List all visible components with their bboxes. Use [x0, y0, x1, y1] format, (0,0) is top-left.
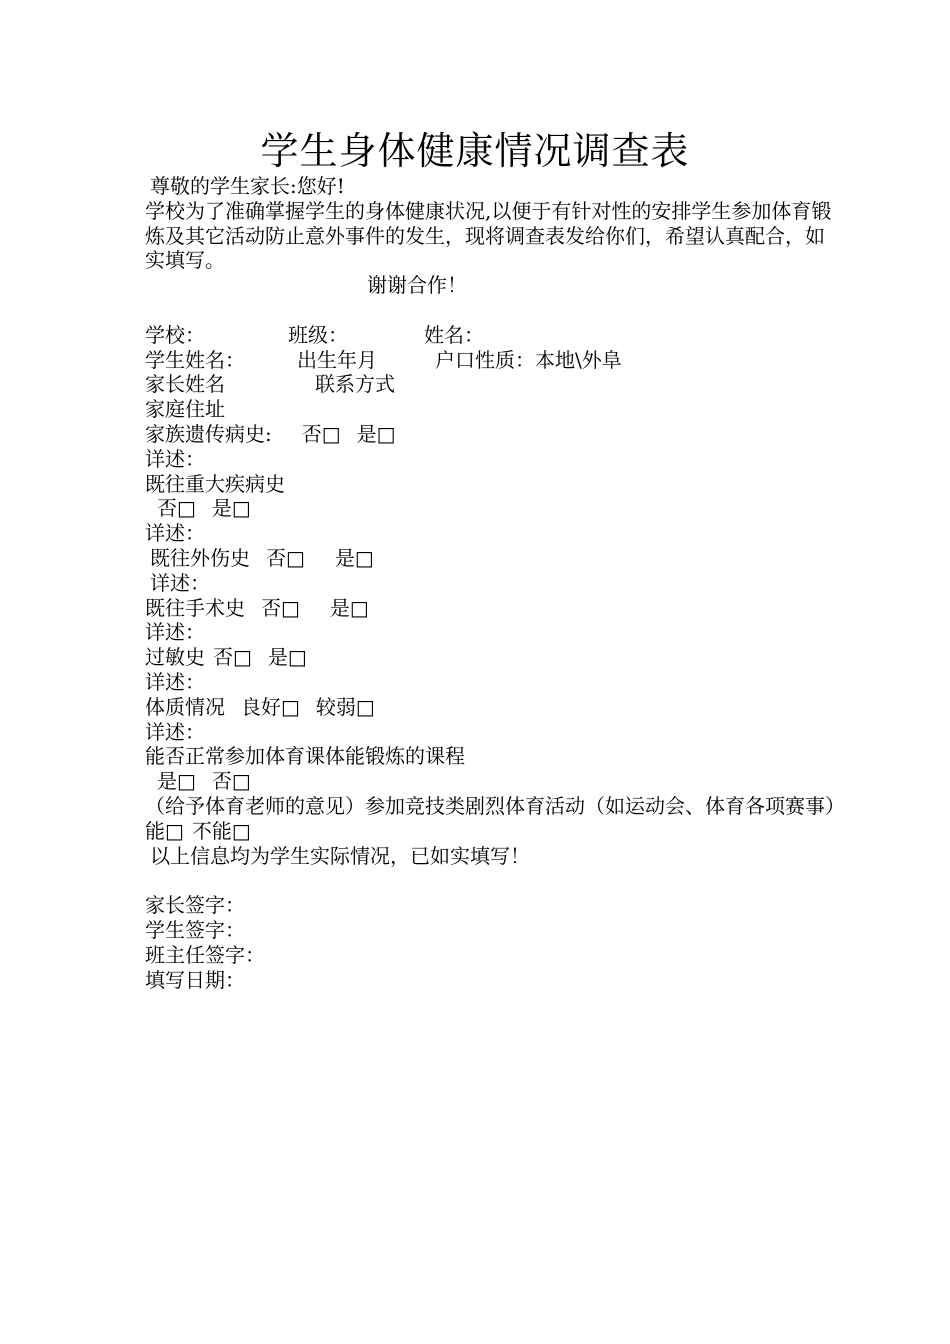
major-disease-options	[145, 496, 835, 521]
blank-line	[145, 298, 835, 323]
class-label: 班级：	[288, 322, 348, 347]
competition-can-checkbox[interactable]: 能□	[145, 818, 184, 843]
contact-label: 联系方式	[315, 372, 395, 397]
injury-label: 既往外伤史	[150, 545, 250, 570]
pe-no-checkbox[interactable]: 否□	[211, 769, 251, 794]
pe-label: 能否正常参加体育课体能锻炼的课程	[145, 744, 465, 769]
hereditary-yes-checkbox[interactable]: 是□	[356, 421, 396, 446]
pe-options	[145, 769, 835, 794]
major-disease-yes-checkbox[interactable]: 是□	[211, 496, 251, 521]
teacher-signature-label: 班主任签字：	[145, 942, 265, 967]
hereditary-row	[145, 422, 835, 447]
constitution-good-checkbox[interactable]: 良好□	[241, 694, 300, 719]
household-label: 户口性质：本地\外阜	[435, 347, 622, 372]
injury-yes-checkbox[interactable]: 是□	[334, 545, 374, 570]
injury-no-checkbox[interactable]: 否□	[266, 545, 305, 570]
competition-label: （给予体育老师的意见）参加竞技类剧烈体育活动（如运动会、体育各项赛事）	[145, 793, 845, 818]
major-disease-label: 既往重大疾病史	[145, 471, 285, 496]
detail-label: 详述：	[145, 669, 205, 694]
student-signature-label: 学生签字：	[145, 917, 245, 942]
injury-row	[145, 546, 835, 571]
surgery-label: 既往手术史	[145, 595, 245, 620]
hereditary-no-checkbox[interactable]: 否□	[301, 421, 341, 446]
name-label: 姓名：	[424, 322, 484, 347]
school-label: 学校：	[145, 322, 205, 347]
student-info-row	[145, 348, 835, 373]
constitution-weak-checkbox[interactable]: 较弱□	[315, 694, 375, 719]
hereditary-label: 家族遗传病史:	[145, 421, 272, 446]
detail-label: 详述：	[145, 719, 205, 744]
detail-label: 详述：	[145, 446, 205, 471]
page-title: 学生身体健康情况调查表	[260, 129, 690, 173]
detail-label: 详述：	[150, 570, 210, 595]
detail-label: 详述：	[145, 620, 205, 645]
competition-cannot-checkbox[interactable]: 不能□	[191, 818, 251, 843]
student-name-label: 学生姓名：	[145, 347, 245, 372]
surgery-row	[145, 596, 835, 621]
school-row	[145, 323, 835, 348]
major-disease-no-checkbox[interactable]: 否□	[157, 496, 196, 521]
detail-label: 详述：	[145, 521, 205, 546]
allergy-label: 过敏史	[145, 645, 205, 670]
date-label: 填写日期：	[145, 967, 245, 992]
constitution-label: 体质情况	[145, 694, 225, 719]
surgery-yes-checkbox[interactable]: 是□	[329, 595, 369, 620]
parent-row	[145, 372, 835, 397]
thanks-line: 谢谢合作！	[367, 273, 467, 298]
allergy-no-checkbox[interactable]: 否□	[213, 645, 252, 670]
survey-body	[145, 174, 845, 992]
competition-row	[145, 793, 845, 844]
birth-label: 出生年月	[297, 347, 377, 372]
allergy-yes-checkbox[interactable]: 是□	[267, 645, 307, 670]
greeting: 尊敬的学生家长:您好!	[150, 174, 345, 198]
pe-yes-checkbox[interactable]: 是□	[157, 769, 196, 794]
intro-paragraph: 学校为了准确掌握学生的身体健康状况,以便于有针对性的安排学生参加体育锻炼及其它活动防止意外事件的发生，现将调查表发给你们，希望认真配合，如实填写。	[145, 198, 832, 273]
address-label: 家庭住址	[145, 397, 225, 422]
confirm-statement: 以上信息均为学生实际情况，已如实填写！	[150, 843, 530, 868]
constitution-row	[145, 695, 835, 720]
allergy-row	[145, 645, 835, 670]
surgery-no-checkbox[interactable]: 否□	[261, 595, 300, 620]
blank-line	[145, 868, 835, 893]
parent-signature-label: 家长签字：	[145, 893, 245, 918]
parent-name-label: 家长姓名	[145, 372, 225, 397]
